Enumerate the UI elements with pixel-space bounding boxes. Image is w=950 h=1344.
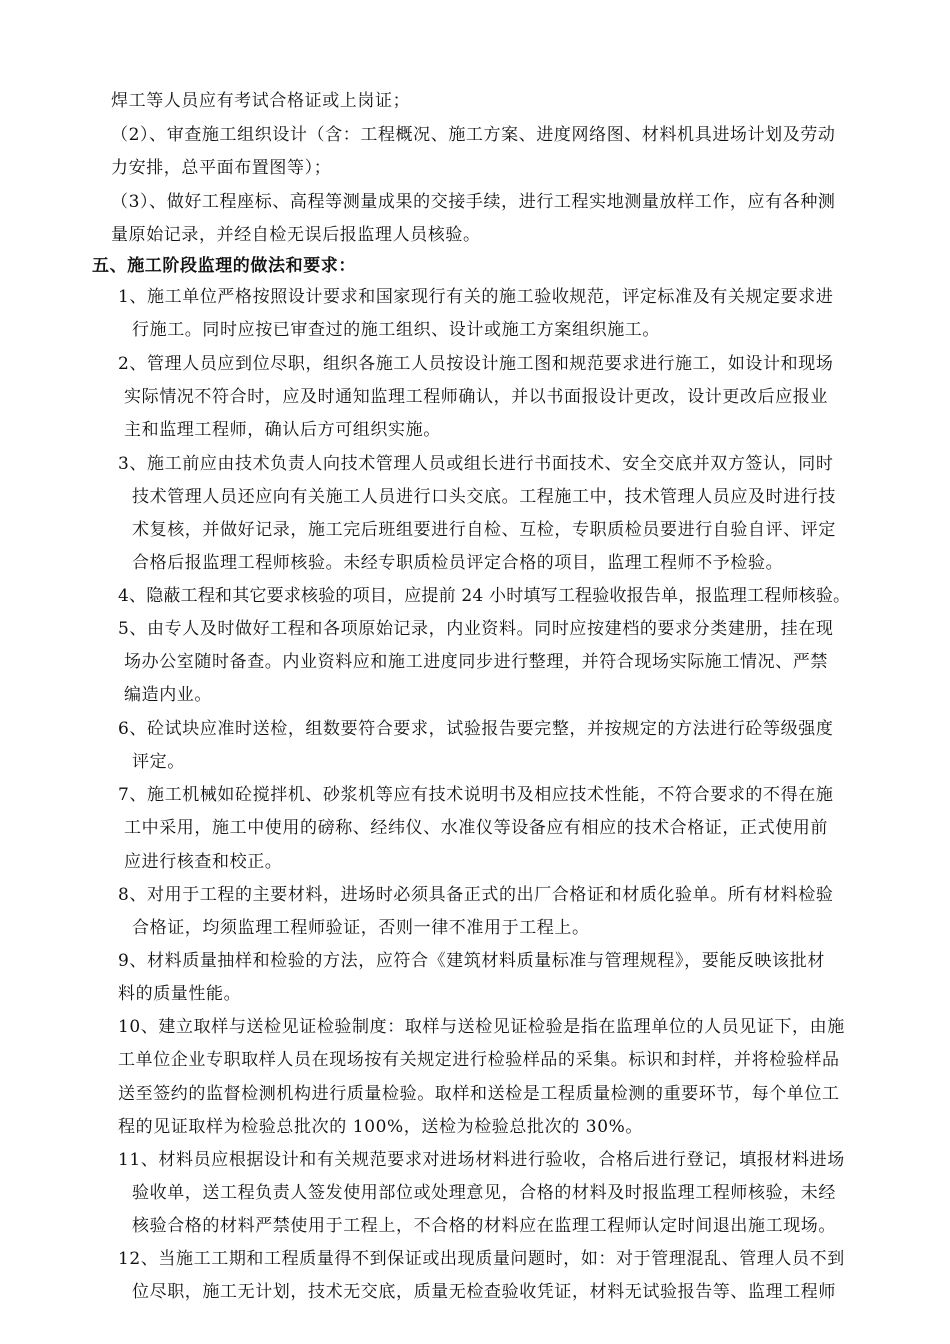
item-line: 2、管理人员应到位尽职，组织各施工人员按设计施工图和规范要求进行施工，如设计和现场 (118, 354, 834, 374)
item-line: 应进行核查和校正。 (124, 852, 283, 872)
item-line: 工中采用，施工中使用的磅称、经纬仪、水准仪等设备应有相应的技术合格证，正式使用前 (124, 818, 828, 838)
item-line: 实际情况不符合时，应及时通知监理工程师确认，并以书面报设计更改，设计更改后应报业 (124, 387, 828, 407)
item-line: 1、施工单位严格按照设计要求和国家现行有关的施工验收规范，评定标准及有关规定要求进 (118, 287, 834, 307)
item-line: 核验合格的材料严禁使用于工程上，不合格的材料应在监理工程师认定时间退出施工现场。 (132, 1216, 836, 1236)
intro-line: （2）、审查施工组织设计（含：工程概况、施工方案、进度网络图、材料机具进场计划及劳动 (111, 125, 836, 145)
item-line: 料的质量性能。 (118, 984, 242, 1004)
item-line: 合格证，均须监理工程师验证，否则一律不准用于工程上。 (132, 918, 590, 938)
intro-line: 力安排，总平面布置图等）； (111, 158, 332, 178)
section-heading: 五、施工阶段监理的做法和要求： (92, 256, 356, 276)
item-line: 程的见证取样为检验总批次的 100%，送检为检验总批次的 30%。 (118, 1117, 643, 1137)
item-line: 5、由专人及时做好工程和各项原始记录，内业资料。同时应按建档的要求分类建册，挂在现 (118, 619, 834, 639)
item-line: 7、施工机械如砼搅拌机、砂浆机等应有技术说明书及相应技术性能，不符合要求的不得在施 (118, 785, 834, 805)
item-line: 合格后报监理工程师核验。未经专职质检员评定合格的项目，监理工程师不予检验。 (132, 553, 784, 573)
intro-line: 焊工等人员应有考试合格证或上岗证； (111, 91, 411, 111)
item-line: 11、材料员应根据设计和有关规范要求对进场材料进行验收，合格后进行登记，填报材料进场 (118, 1150, 845, 1170)
item-line: 编造内业。 (124, 685, 212, 705)
item-line: 4、隐蔽工程和其它要求核验的项目，应提前 24 小时填写工程验收报告单，报监理工程师核验。 (118, 586, 851, 606)
item-line: 评定。 (132, 752, 185, 772)
item-line: 8、对用于工程的主要材料，进场时必须具备正式的出厂合格证和材质化验单。所有材料检验 (118, 885, 834, 905)
item-line: 位尽职，施工无计划，技术无交底，质量无检查验收凭证，材料无试验报告等、监理工程师 (132, 1282, 836, 1302)
item-line: 工单位企业专职取样人员在现场按有关规定进行检验样品的采集。标识和封样，并将检验样品 (118, 1050, 840, 1070)
item-line: 12、当施工工期和工程质量得不到保证或出现质量问题时，如：对于管理混乱、管理人员不到 (118, 1249, 845, 1269)
item-line: 验收单，送工程负责人签发使用部位或处理意见，合格的材料及时报监理工程师核验，未经 (132, 1183, 836, 1203)
item-line: 3、施工前应由技术负责人向技术管理人员或组长进行书面技术、安全交底并双方签认，同时 (118, 454, 834, 474)
item-line: 行施工。同时应按已审查过的施工组织、设计或施工方案组织施工。 (132, 320, 660, 340)
intro-line: （3）、做好工程座标、高程等测量成果的交接手续，进行工程实地测量放样工作，应有各种测 (111, 192, 836, 212)
item-line: 技术管理人员还应向有关施工人员进行口头交底。工程施工中，技术管理人员应及时进行技 (132, 487, 836, 507)
item-line: 9、材料质量抽样和检验的方法，应符合《建筑材料质量标准与管理规程》，要能反映该批材 (118, 951, 825, 971)
item-line: 6、砼试块应准时送检，组数要符合要求，试验报告要完整，并按规定的方法进行砼等级强度 (118, 719, 834, 739)
intro-line: 量原始记录，并经自检无误后报监理人员核验。 (111, 225, 481, 245)
item-line: 送至签约的监督检测机构进行质量检验。取样和送检是工程质量检测的重要环节，每个单位工 (118, 1084, 840, 1104)
item-line: 术复核，并做好记录，施工完后班组要进行自检、互检，专职质检员要进行自验自评、评定 (132, 520, 836, 540)
item-line: 10、建立取样与送检见证检验制度：取样与送检见证检验是指在监理单位的人员见证下，由施 (118, 1017, 845, 1037)
item-line: 场办公室随时备查。内业资料应和施工进度同步进行整理，并符合现场实际施工情况、严禁 (124, 652, 828, 672)
item-line: 主和监理工程师，确认后方可组织实施。 (124, 420, 441, 440)
